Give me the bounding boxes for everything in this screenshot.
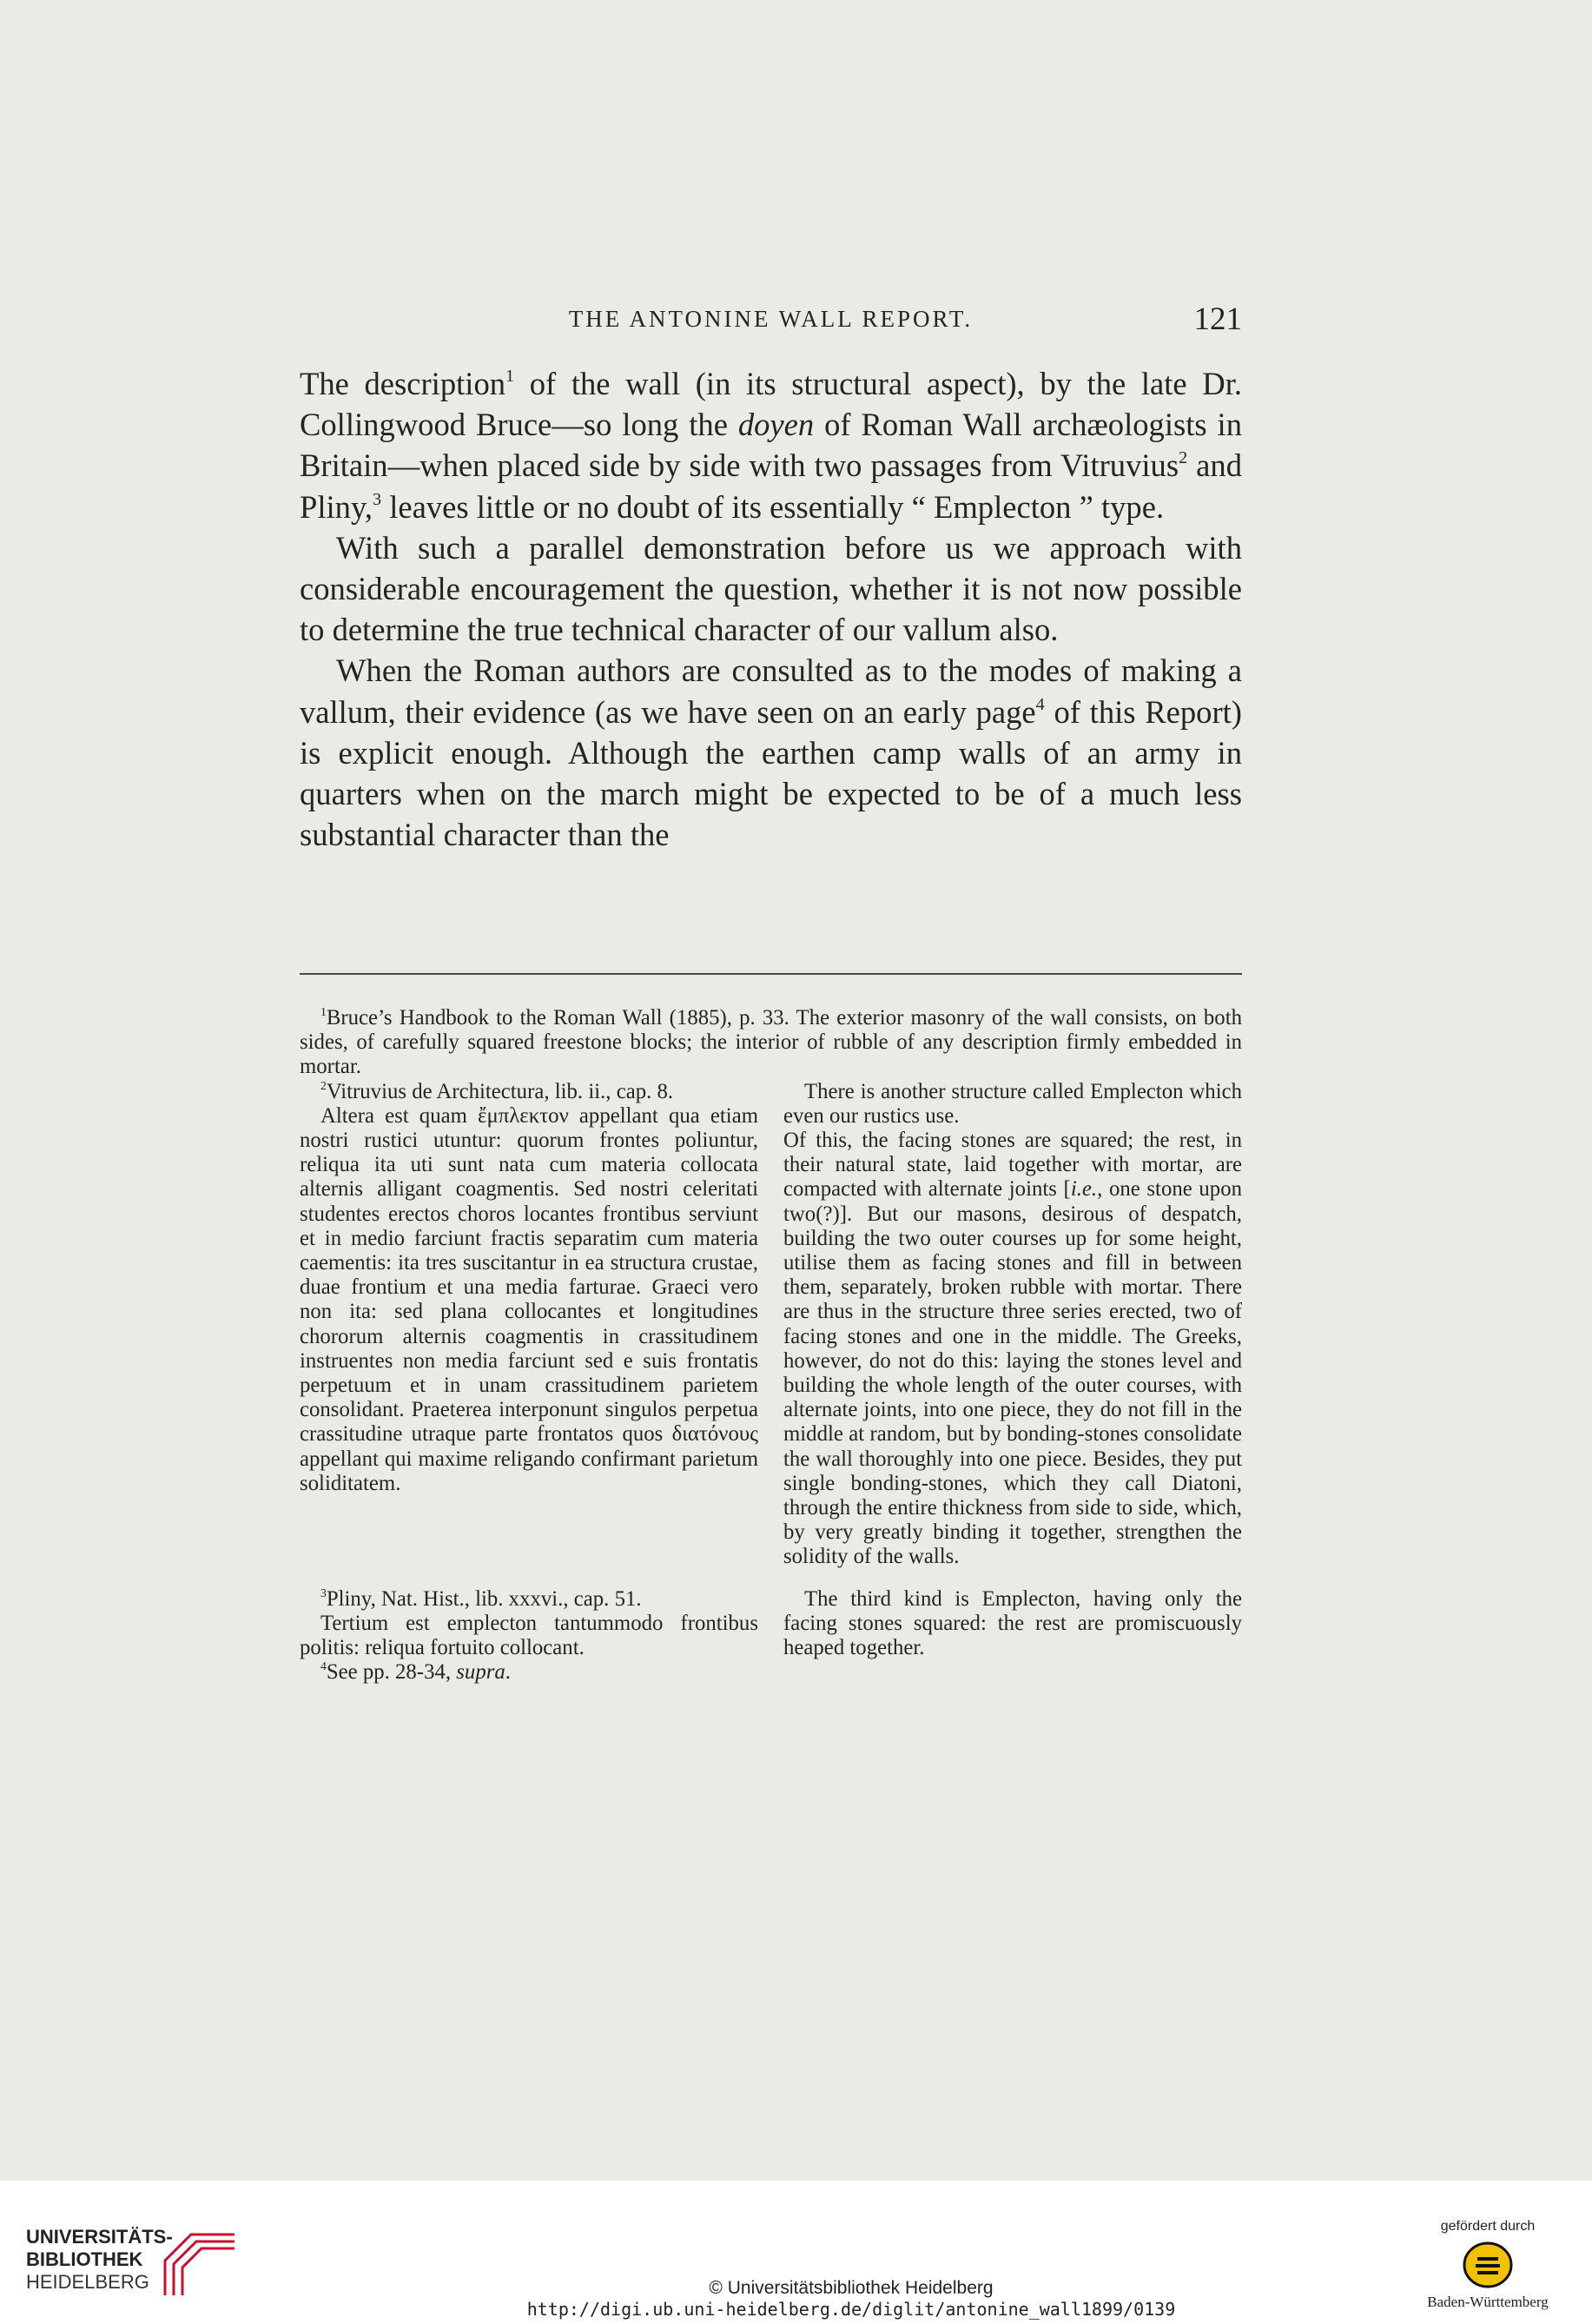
footnote-rule xyxy=(300,973,1242,975)
library-mark-icon xyxy=(156,2226,243,2301)
footnote-mark: 4 xyxy=(320,1659,327,1673)
footnote-source: Pliny, Nat. Hist., lib. xxxvi., cap. 51. xyxy=(326,1586,642,1611)
footnote-mark: 3 xyxy=(320,1586,327,1599)
running-title: THE ANTONINE WALL REPORT. xyxy=(568,306,974,332)
latin-column xyxy=(300,1587,758,1685)
page-number: 121 xyxy=(1193,301,1242,337)
footnote-text: Bruce’s Handbook to the Roman Wall (1885), p. 33. The exterior masonry of the wall consists, on both sides, of carefully squared freestone blocks; the interior of rubble of any description firmly embedded in mortar. xyxy=(300,1006,1242,1079)
translation-intro: There is another structure called Emplecton which even our rustics use. xyxy=(783,1079,1242,1128)
text-run: , one stone upon two(?)]. But our masons, desirous of despatch, building the two outer courses up for some height, utilise them as facing stones and fill in between them, separately, broken rubble with mortar. There are thus in the structure three series erected, two of facing stones and one in the middle. The Greeks, however, do not do this: laying the stones level and building the whole length of the outer courses, with alternate joints, into one piece, they do not fill in the middle at random, but by bonding-stones consolidate the wall thoroughly into one piece. Besides, they put single bonding-stones, which they call Diatoni, through the entire thickness from side to side, which, by very greatly binding it together, strengthen the solidity of the walls. xyxy=(783,1177,1242,1569)
translation-body xyxy=(783,1129,1242,1570)
body-text xyxy=(300,363,1242,855)
text-run: appellant qua etiam nostri rustici utuntur: quorum frontes poliuntur, reliqua ita uti sunt nata cum materia collocata alternis alligant coagmentis. Sed nostri celeritati studentes erectos choros locantes frontibus serviunt et in medio farciunt fractis separatim cum materia caementis: ita tres suscitantur in ea structura crustae, duae frontium et una media farturae. Graeci vero non ita: sed plana collocantes et longitudines chororum alternis coagmentis in crassitudinem instruentes non media farciunt sed e suis frontatis perpetuum et in unam crassitudinem parietem consolidant. Praeterea interponunt singulos perpetua crassitudine utraque parte frontatos quos xyxy=(300,1103,758,1447)
footnote-source: Vitruvius de Architectura, lib. ii., cap. 8. xyxy=(326,1079,674,1103)
text-run: Of this, the facing stones are squared; the rest, in their natural state, laid together with mortar, are compacted with alternate joints [ xyxy=(783,1129,1242,1202)
footnote-2-ref xyxy=(300,1080,758,1104)
copyright-notice: © Universitätsbibliothek Heidelberg xyxy=(709,2278,994,2298)
footer-bar xyxy=(0,2181,1592,2324)
text-run: and Pliny, xyxy=(300,447,1242,525)
permalink[interactable]: http://digi.ub.uni-heidelberg.de/diglit/antonine_wall1899/0139 xyxy=(526,2299,1176,2320)
translation-body: The third kind is Emplecton, having only the facing stones squared: the rest are promiscuously heaped together. xyxy=(783,1586,1242,1660)
emphasis: supra xyxy=(456,1660,505,1685)
emphasis: doyen xyxy=(737,407,815,443)
footnote-mark: 1 xyxy=(320,1004,327,1018)
paragraph-3 xyxy=(300,650,1242,855)
translation-column xyxy=(783,1587,1242,1685)
text-run: leaves little or no doubt of its essentially “ Emplecton ” type. xyxy=(381,488,1165,525)
running-head xyxy=(300,301,1242,349)
footnote-4 xyxy=(300,1660,758,1685)
footnote-2-columns xyxy=(300,1080,1242,1570)
sponsor-block[interactable] xyxy=(1401,2219,1575,2311)
translation-column xyxy=(783,1080,1242,1570)
latin-quote: Tertium est emplecton tantummodo frontibus politis: reliqua fortuito collocant. xyxy=(300,1611,758,1660)
footnote-ref: 1 xyxy=(505,366,515,386)
text-run: When the Roman authors are consulted as to the modes of making a vallum, their evidence (as we have seen on an early page xyxy=(300,652,1242,730)
text-run: See pp. 28-34, xyxy=(326,1660,457,1685)
text-run: of Roman Wall archæologists in Britain—when placed side by side with two passages from Vitruvius xyxy=(300,407,1242,484)
footnote-3-columns xyxy=(300,1587,1242,1685)
text-run: Altera est quam xyxy=(320,1103,479,1128)
latin-quote xyxy=(300,1104,758,1496)
greek-term: ἔμπλεκτον xyxy=(478,1103,569,1128)
library-name-line-1: UNIVERSITÄTS- xyxy=(26,2226,173,2248)
text-run: of the wall (in its structural aspect), by the late Dr. Collingwood Bruce—so long the xyxy=(300,366,1242,443)
footnote-ref: 3 xyxy=(373,489,382,509)
sponsor-label: gefördert durch xyxy=(1440,2219,1536,2234)
footnote-ref: 4 xyxy=(1035,694,1045,714)
greek-term: διατόνους xyxy=(671,1422,758,1447)
footnotes xyxy=(300,1006,1242,1685)
crest-icon xyxy=(1462,2240,1514,2290)
footer-credits xyxy=(486,2278,1216,2320)
footnote-ref: 2 xyxy=(1179,448,1188,468)
text-run: The description xyxy=(300,366,506,401)
footnote-3-ref xyxy=(300,1587,758,1612)
latin-column xyxy=(300,1080,758,1570)
text-run: of this Report) is explicit enough. Although the earthen camp walls of an army in quarters when on the march might be expected to be of a much less substantial character than the xyxy=(300,693,1242,853)
library-name-line-3: HEIDELBERG xyxy=(26,2271,149,2293)
text-run: . xyxy=(505,1660,511,1685)
library-logo[interactable] xyxy=(26,2226,235,2304)
footnote-1 xyxy=(300,1006,1242,1080)
footnote-mark: 2 xyxy=(320,1078,327,1092)
text-run: appellant qui maxime religando confirmant parietum soliditatem. xyxy=(300,1447,758,1495)
sponsor-name: Baden-Württemberg xyxy=(1427,2294,1549,2310)
paragraph-2: With such a parallel demonstration before us we approach with considerable encouragement the question, whether it is not now possible to determine the true technical character of our vallum also. xyxy=(300,529,1242,648)
paragraph-1 xyxy=(300,363,1242,527)
emphasis: i.e. xyxy=(1070,1177,1098,1202)
library-name-line-2: BIBLIOTHEK xyxy=(26,2248,143,2270)
